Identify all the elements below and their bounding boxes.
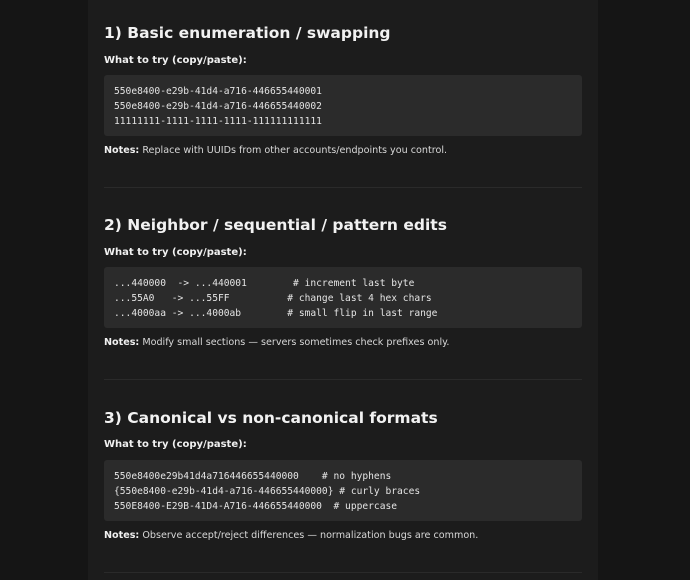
section-divider — [104, 379, 582, 380]
note-label: Notes: — [104, 145, 140, 156]
section-subheading: What to try (copy/paste): — [104, 247, 247, 258]
code-line: 550e8400-e29b-41d4-a716-446655440001 — [114, 86, 322, 97]
code-line: 11111111-1111-1111-1111-111111111111 — [114, 116, 322, 127]
note-text: Observe accept/reject differences — normalization bugs are common. — [139, 530, 479, 541]
code-line: 550e8400-e29b-41d4-a716-446655440002 — [114, 101, 322, 112]
note-label: Notes: — [104, 337, 140, 348]
code-line: 550e8400e29b41d4a716446655440000 # no hyphens — [114, 471, 392, 482]
code-line: {550e8400-e29b-41d4-a716-446655440000} # curly braces — [114, 486, 421, 497]
note-text: Replace with UUIDs from other accounts/endpoints you control. — [139, 145, 448, 156]
note-label: Notes: — [104, 530, 140, 541]
content-column — [88, 0, 598, 580]
code-line: ...55A0 -> ...55FF # change last 4 hex chars — [114, 293, 432, 304]
section-title: 2) Neighbor / sequential / pattern edits — [104, 216, 447, 234]
code-line: 550E8400-E29B-41D4-A716-446655440000 # uppercase — [114, 501, 398, 512]
section-note — [104, 530, 478, 541]
code-block[interactable] — [104, 460, 582, 521]
section-subheading: What to try (copy/paste): — [104, 55, 247, 66]
section-subheading: What to try (copy/paste): — [104, 439, 247, 450]
section-divider — [104, 572, 582, 573]
section-title: 3) Canonical vs non-canonical formats — [104, 409, 438, 427]
code-block[interactable] — [104, 267, 582, 328]
code-line: ...4000aa -> ...4000ab # small flip in last range — [114, 308, 438, 319]
code-line: ...440000 -> ...440001 # increment last byte — [114, 278, 415, 289]
note-text: Modify small sections — servers sometimes check prefixes only. — [139, 337, 450, 348]
section-note — [104, 145, 447, 156]
section-note — [104, 337, 449, 348]
section-divider — [104, 187, 582, 188]
code-block[interactable] — [104, 75, 582, 136]
section-title: 1) Basic enumeration / swapping — [104, 24, 391, 42]
